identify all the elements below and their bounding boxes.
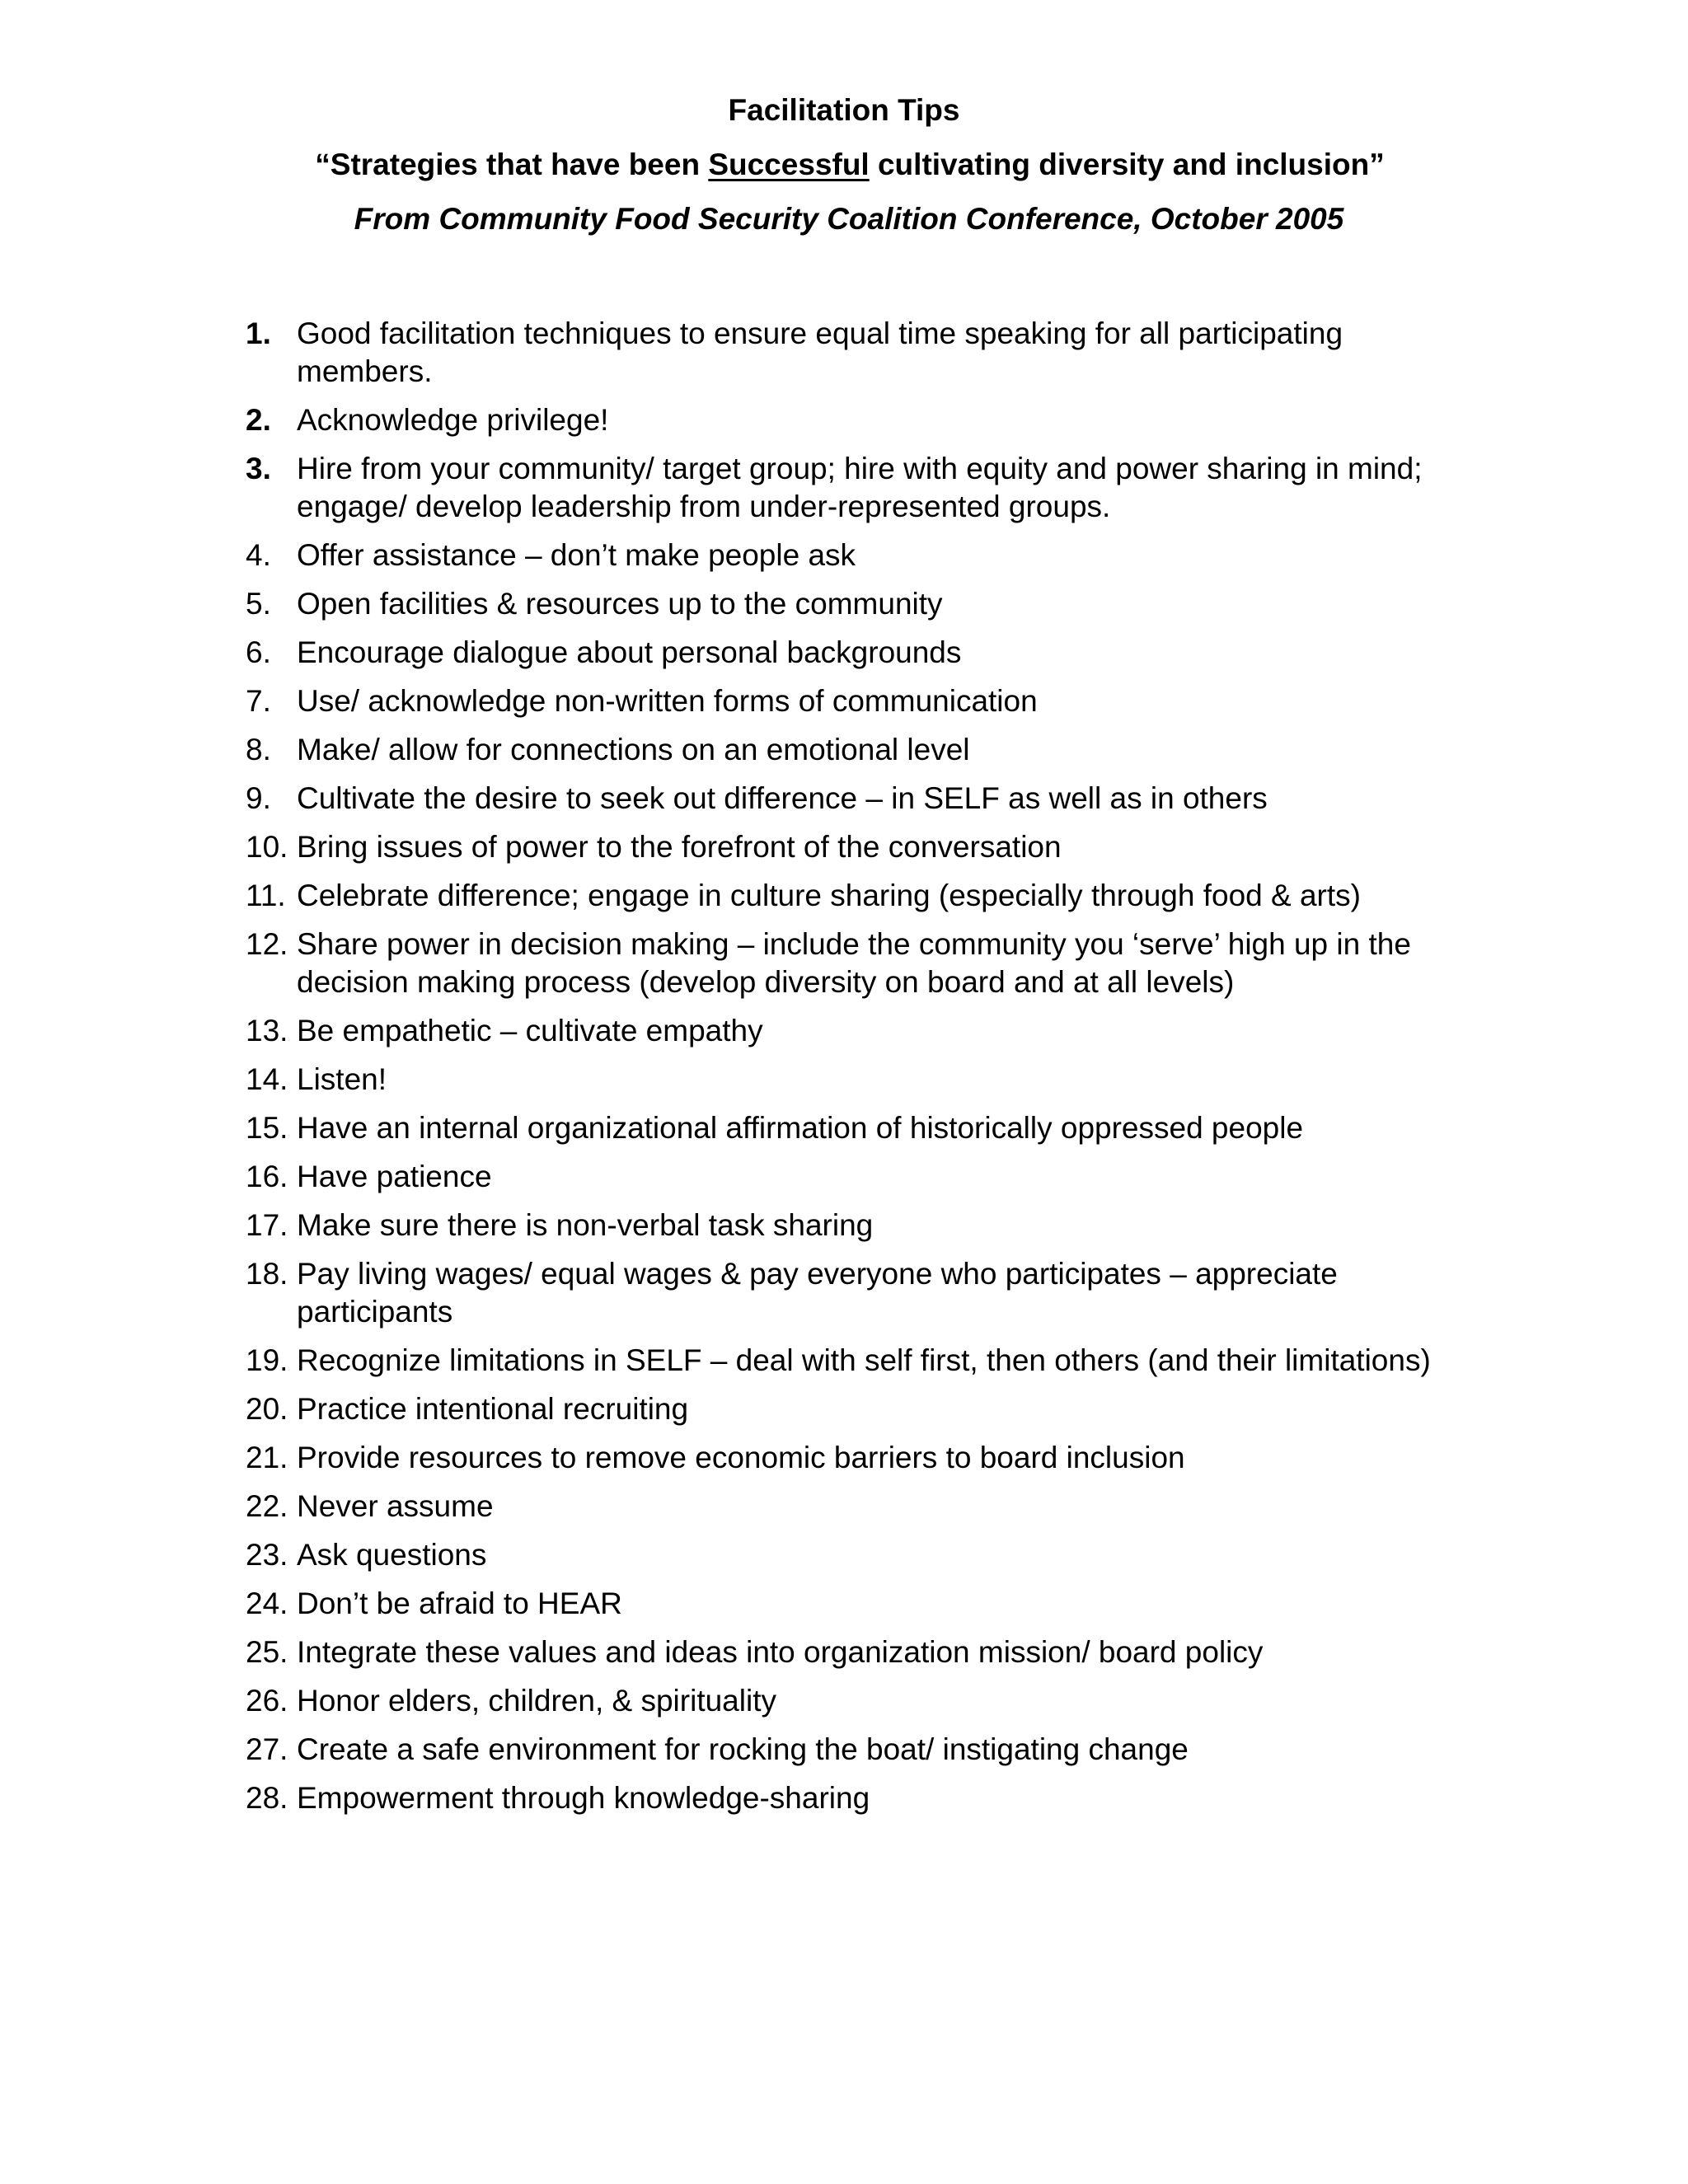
list-item: [246, 1439, 1465, 1477]
list-item: [246, 634, 1465, 672]
list-item-text: Be empathetic – cultivate empathy: [297, 1014, 763, 1047]
list-item-text: Don’t be afraid to HEAR: [297, 1586, 622, 1620]
list-item-number: 27.: [246, 1732, 288, 1766]
list-item-text: Empowerment through knowledge-sharing: [297, 1781, 870, 1815]
list-item-text: Create a safe environment for rocking the boat/ instigating change: [297, 1732, 1189, 1766]
list-item: [246, 537, 1465, 574]
list-item-number: 3.: [246, 452, 271, 485]
list-item-text: Honor elders, children, & spirituality: [297, 1684, 776, 1718]
list-item: [246, 1682, 1465, 1720]
list-item-text: Bring issues of power to the forefront of the conversation: [297, 830, 1062, 864]
list-item-number: 14.: [246, 1062, 288, 1096]
list-item-text: Have an internal organizational affirmation of historically oppressed people: [297, 1111, 1304, 1145]
list-item-text: Encourage dialogue about personal backgrounds: [297, 635, 962, 669]
list-item: [246, 828, 1465, 866]
list-item-number: 9.: [246, 781, 271, 815]
list-item: [246, 1109, 1465, 1147]
list-item-number: 17.: [246, 1208, 288, 1242]
subtitle-prefix: “Strategies that have been: [315, 148, 709, 181]
list-item: [246, 926, 1465, 1001]
list-item-number: 22.: [246, 1489, 288, 1523]
list-item: [246, 1390, 1465, 1428]
list-item-text: Share power in decision making – include the community you ‘serve’ high up in the decision making process (develop diversity on board and at all levels): [297, 927, 1411, 999]
list-item-text: Good facilitation techniques to ensure equal time speaking for all participating members.: [297, 316, 1343, 388]
list-item-text: Provide resources to remove economic barriers to board inclusion: [297, 1441, 1185, 1474]
list-item: [246, 1585, 1465, 1623]
list-item: [246, 585, 1465, 623]
list-item-text: Recognize limitations in SELF – deal with self first, then others (and their limitations): [297, 1343, 1431, 1377]
list-item-number: 26.: [246, 1684, 288, 1718]
list-item: [246, 682, 1465, 720]
list-item-number: 8.: [246, 733, 271, 766]
list-item-text: Celebrate difference; engage in culture sharing (especially through food & arts): [297, 879, 1361, 912]
list-item: [246, 1207, 1465, 1244]
list-item: [246, 1779, 1465, 1817]
list-item-text: Offer assistance – don’t make people ask: [297, 538, 856, 572]
list-item: [246, 401, 1465, 439]
list-item: [246, 1633, 1465, 1671]
list-item-number: 15.: [246, 1111, 288, 1145]
list-item-number: 23.: [246, 1538, 288, 1572]
list-item: [246, 315, 1465, 391]
subtitle-suffix: cultivating diversity and inclusion”: [869, 148, 1385, 181]
list-item-number: 21.: [246, 1441, 288, 1474]
list-item-number: 24.: [246, 1586, 288, 1620]
list-item-text: Practice intentional recruiting: [297, 1392, 689, 1426]
list-item: [246, 1488, 1465, 1526]
list-item-text: Cultivate the desire to seek out difference – in SELF as well as in others: [297, 781, 1268, 815]
list-item-number: 20.: [246, 1392, 288, 1426]
list-item-number: 10.: [246, 830, 288, 864]
list-item-number: 25.: [246, 1635, 288, 1669]
list-item: [246, 877, 1465, 915]
list-item-number: 4.: [246, 538, 271, 572]
list-item-number: 18.: [246, 1257, 288, 1291]
list-item: [246, 1342, 1465, 1380]
list-item-text: Acknowledge privilege!: [297, 403, 609, 437]
list-item-number: 19.: [246, 1343, 288, 1377]
list-item: [246, 1158, 1465, 1196]
list-item-text: Hire from your community/ target group; hire with equity and power sharing in mind; engage/ develop leadership from under-represented groups.: [297, 452, 1423, 523]
document-subtitle: [0, 147, 1688, 201]
list-item-text: Listen!: [297, 1062, 387, 1096]
list-item: [246, 780, 1465, 818]
list-item-number: 2.: [246, 403, 271, 437]
list-item: [246, 1731, 1465, 1769]
list-item-text: Never assume: [297, 1489, 494, 1523]
list-item-number: 13.: [246, 1014, 288, 1047]
list-item-number: 28.: [246, 1781, 288, 1815]
list-item-number: 12.: [246, 927, 288, 961]
document-source-line: From Community Food Security Coalition Conference, October 2005: [354, 202, 1344, 236]
document-title: Facilitation Tips: [728, 93, 960, 127]
list-item-text: Use/ acknowledge non-written forms of communication: [297, 684, 1038, 718]
list-item: [246, 1255, 1465, 1331]
list-item-text: Open facilities & resources up to the community: [297, 587, 943, 621]
list-item: [246, 1012, 1465, 1050]
list-item-text: Integrate these values and ideas into organization mission/ board policy: [297, 1635, 1264, 1669]
list-item-number: 16.: [246, 1160, 288, 1193]
list-item: [246, 450, 1465, 526]
document-header: [0, 92, 1688, 237]
list-item: [246, 731, 1465, 769]
list-item: [246, 1061, 1465, 1099]
list-item-number: 5.: [246, 587, 271, 621]
subtitle-underlined-word: Successful: [708, 148, 870, 181]
list-item-text: Ask questions: [297, 1538, 487, 1572]
list-item-number: 1.: [246, 316, 271, 350]
list-item-text: Make sure there is non-verbal task sharing: [297, 1208, 874, 1242]
list-item-text: Make/ allow for connections on an emotional level: [297, 733, 970, 766]
list-item: [246, 1536, 1465, 1574]
list-item-text: Pay living wages/ equal wages & pay everyone who participates – appreciate participants: [297, 1257, 1338, 1329]
list-item-number: 11.: [246, 879, 286, 912]
tips-list: [246, 315, 1465, 1828]
list-item-number: 6.: [246, 635, 271, 669]
list-item-number: 7.: [246, 684, 271, 718]
list-item-text: Have patience: [297, 1160, 492, 1193]
